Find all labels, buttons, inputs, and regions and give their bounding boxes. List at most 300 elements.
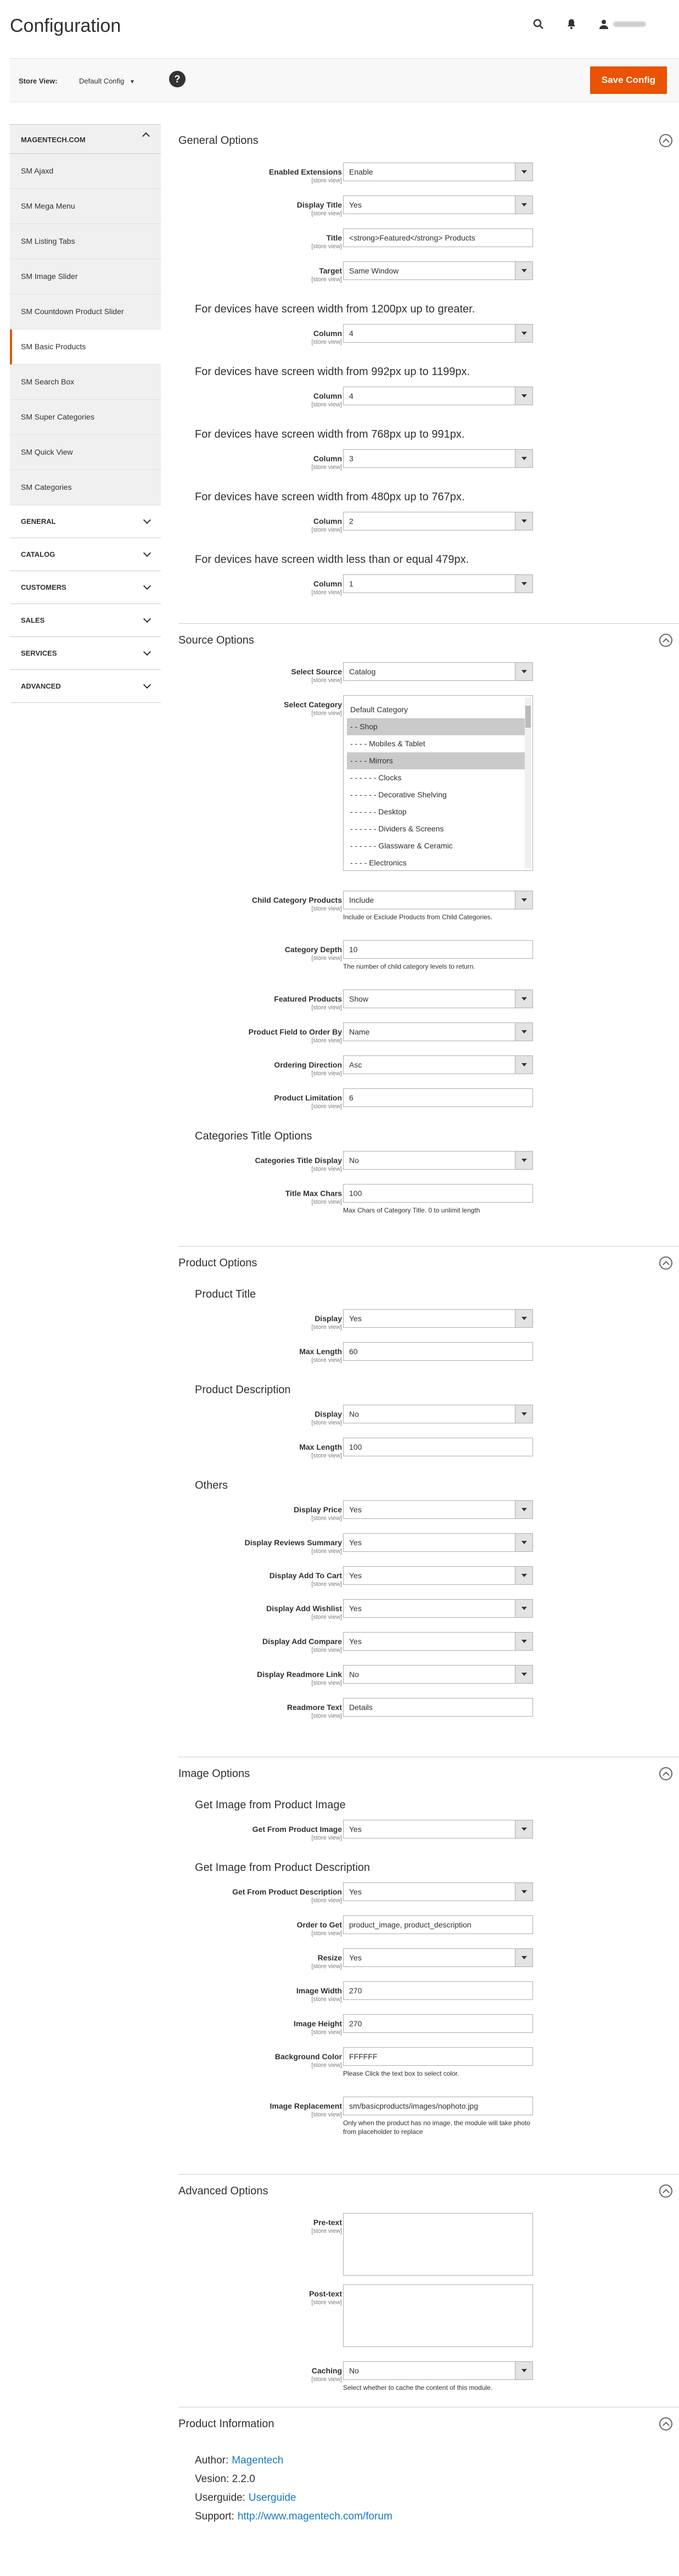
product-limit-input[interactable]: 6	[343, 1088, 533, 1107]
scope-label: [store view]	[311, 1420, 342, 1426]
chevron-down-icon	[143, 680, 151, 688]
product-options-section	[178, 1247, 679, 1757]
display-wishlist-select[interactable]	[343, 1599, 533, 1618]
dropdown-arrow-icon	[515, 1820, 532, 1838]
category-option[interactable]: - - - - - - Decorative Shelving	[350, 790, 447, 799]
background-color-input[interactable]: FFFFFF	[343, 2047, 533, 2066]
column-select[interactable]	[343, 324, 533, 343]
scope-label: [store view]	[311, 1166, 342, 1172]
image-replacement-input[interactable]: sm/basicproducts/images/nophoto.jpg	[343, 2097, 533, 2115]
store-view-value: Default Config	[79, 77, 125, 85]
category-option[interactable]: - - - - - - Dividers & Screens	[350, 824, 444, 833]
display-price-select[interactable]	[343, 1500, 533, 1519]
readmore-text-input[interactable]: Details	[343, 1698, 533, 1717]
field-label: Column	[313, 392, 342, 400]
scope-label: [store view]	[311, 1004, 342, 1011]
scope-label: [store view]	[311, 1070, 342, 1077]
field-note: Include or Exclude Products from Child Categories.	[343, 913, 493, 921]
order-by-select[interactable]	[343, 1022, 533, 1041]
section-title: General Options	[178, 134, 259, 147]
field-label: Display Price	[294, 1505, 342, 1514]
field-row	[178, 163, 679, 195]
collapse-icon[interactable]	[659, 134, 672, 147]
scope-label: [store view]	[311, 1199, 342, 1205]
scope-label: [store view]	[311, 955, 342, 962]
section-title: Advanced Options	[178, 2184, 268, 2197]
field-row	[178, 1948, 679, 1981]
scope-label: [store view]	[311, 2111, 342, 2118]
field-label: Column	[313, 579, 342, 588]
field-row	[178, 1665, 679, 1698]
field-row	[178, 1533, 679, 1566]
field-row	[178, 662, 679, 695]
dropdown-arrow-icon	[515, 1567, 532, 1584]
info-label: Support:	[195, 2511, 234, 2522]
source-options-section	[178, 624, 679, 1247]
field-label: Column	[313, 329, 342, 338]
sidebar-item-sm-mega-menu[interactable]: SM Mega Menu	[10, 189, 161, 224]
field-label: Display	[315, 1314, 342, 1323]
select-value: Catalog	[349, 667, 376, 676]
section-label: ADVANCED	[21, 682, 61, 690]
dropdown-arrow-icon	[515, 1633, 532, 1650]
field-label: Category Depth	[284, 945, 342, 954]
field-label: Display Add Compare	[262, 1637, 342, 1646]
section-label: CUSTOMERS	[21, 583, 66, 591]
dropdown-arrow-icon	[515, 163, 532, 181]
field-row	[178, 1184, 679, 1222]
field-note: Max Chars of Category Title. 0 to unlimit length	[343, 1206, 480, 1214]
cat-title-display-select[interactable]	[343, 1151, 533, 1170]
image-width-input[interactable]: 270	[343, 1981, 533, 2000]
field-label: Product Limitation	[274, 1093, 342, 1102]
store-view-switcher[interactable]	[79, 77, 135, 85]
dropdown-arrow-icon	[515, 1949, 532, 1966]
resize-select[interactable]	[343, 1948, 533, 1967]
category-option[interactable]: - - - - Electronics	[350, 858, 407, 867]
scope-label: [store view]	[311, 1930, 342, 1937]
dropdown-arrow-icon	[515, 663, 532, 680]
field-label: Order to Get	[296, 1920, 342, 1929]
field-row	[178, 1698, 679, 1731]
dropdown-arrow-icon	[515, 2362, 532, 2379]
product-information-header[interactable]	[178, 2407, 679, 2440]
scope-label: [store view]	[311, 710, 342, 717]
image-options-header[interactable]	[178, 1757, 679, 1790]
field-label: Display Add Wishlist	[266, 1604, 342, 1613]
field-row	[178, 324, 679, 357]
device-heading: For devices have screen width from 768px up to 991px.	[195, 428, 465, 440]
column-select[interactable]	[343, 387, 533, 405]
sidebar-item-sm-image-slider[interactable]: SM Image Slider	[10, 259, 161, 294]
dropdown-arrow-icon	[515, 1152, 532, 1169]
scope-label: [store view]	[311, 210, 342, 217]
sidebar-group-magentech[interactable]	[10, 124, 161, 154]
field-label: Ordering Direction	[274, 1060, 342, 1069]
section-label: SERVICES	[21, 649, 57, 657]
scope-label: [store view]	[311, 243, 342, 250]
field-label: Post-text	[309, 2289, 342, 2298]
user-name	[613, 21, 646, 27]
scope-label: [store view]	[311, 1680, 342, 1686]
section-label: CATALOG	[21, 550, 55, 558]
subsection-title: Get Image from Product Description	[195, 1861, 371, 1874]
field-row	[178, 2014, 679, 2047]
sidebar-section-general[interactable]	[10, 505, 161, 538]
sidebar-section-advanced[interactable]	[10, 670, 161, 703]
general-options-header[interactable]	[178, 124, 679, 157]
sidebar-section-sales[interactable]	[10, 604, 161, 637]
field-label: Featured Products	[274, 994, 342, 1003]
field-row	[178, 990, 679, 1022]
chevron-down-icon	[143, 582, 151, 589]
select-value: 1	[349, 579, 353, 588]
support-line	[178, 2507, 679, 2526]
version-line: Vesion: 2.2.0	[195, 2473, 255, 2485]
child-category-select[interactable]	[343, 891, 533, 909]
advanced-options-header[interactable]	[178, 2175, 679, 2208]
dropdown-arrow-icon	[515, 1666, 532, 1683]
field-label: Image Height	[294, 2019, 342, 2028]
category-depth-input[interactable]: 10	[343, 940, 533, 959]
select-value: 4	[349, 392, 353, 400]
section-title: Image Options	[178, 1767, 250, 1780]
enabled-select[interactable]	[343, 163, 533, 181]
select-value: Name	[349, 1027, 370, 1036]
scope-label: [store view]	[311, 2376, 342, 2383]
featured-products-select[interactable]	[343, 990, 533, 1008]
chevron-up-icon	[142, 132, 150, 140]
sidebar-item-sm-quick-view[interactable]: SM Quick View	[10, 435, 161, 470]
scrollbar-thumb[interactable]	[525, 706, 531, 728]
select-value: Asc	[349, 1060, 362, 1069]
subsection-title: Product Title	[195, 1288, 256, 1300]
select-value: Yes	[349, 1604, 362, 1613]
scope-label: [store view]	[311, 1324, 342, 1331]
sidebar-section-catalog[interactable]	[10, 538, 161, 571]
advanced-options-section	[178, 2175, 679, 2407]
select-value: Include	[349, 896, 374, 904]
config-sidebar	[10, 124, 161, 703]
sidebar-item-sm-search-box[interactable]: SM Search Box	[10, 365, 161, 400]
device-heading: For devices have screen width from 1200px up to greater.	[195, 303, 475, 315]
field-row	[178, 228, 679, 261]
collapse-icon[interactable]	[659, 634, 672, 647]
select-category-multiselect[interactable]	[343, 695, 533, 871]
field-row	[178, 1566, 679, 1599]
help-icon[interactable]: ?	[169, 71, 186, 87]
from-product-desc-select[interactable]	[343, 1882, 533, 1901]
field-note: Only when the product has no image, the module will take photo from placeholder to replace	[343, 2119, 530, 2136]
store-view-label: Store View:	[19, 77, 58, 85]
target-select[interactable]	[343, 261, 533, 280]
select-value: 3	[349, 454, 353, 463]
category-option[interactable]: - - - - - - Glassware & Ceramic	[350, 841, 453, 850]
pre-text-textarea[interactable]	[343, 2213, 533, 2276]
scope-label: [store view]	[311, 906, 342, 912]
subsection-title: Others	[195, 1479, 228, 1491]
sidebar-item-sm-ajaxd[interactable]: SM Ajaxd	[10, 154, 161, 189]
desc-display-select[interactable]	[343, 1405, 533, 1423]
device-heading: For devices have screen width from 992px up to 1199px.	[195, 365, 470, 378]
field-row	[178, 1915, 679, 1948]
scope-label: [store view]	[311, 527, 342, 533]
field-row	[178, 574, 679, 607]
select-value: No	[349, 1156, 359, 1165]
field-row	[178, 891, 679, 940]
select-value: No	[349, 1670, 359, 1679]
category-option[interactable]: - - - - Mirrors	[347, 752, 529, 769]
select-value: Enable	[349, 167, 373, 176]
select-source-select[interactable]	[343, 662, 533, 681]
caret-down-icon: ▼	[130, 79, 135, 85]
subsection-title: Get Image from Product Image	[195, 1798, 346, 1811]
general-options-section	[178, 124, 679, 624]
scope-label: [store view]	[311, 677, 342, 684]
save-config-button[interactable]: Save Config	[590, 66, 667, 94]
select-value: No	[349, 1410, 359, 1418]
caching-select[interactable]	[343, 2361, 533, 2380]
field-row	[178, 2213, 679, 2284]
select-value: Yes	[349, 1887, 362, 1896]
chevron-down-icon	[143, 614, 151, 622]
field-label: Max Length	[299, 1347, 342, 1356]
chevron-down-icon	[143, 647, 151, 655]
collapse-icon[interactable]	[659, 2184, 672, 2198]
from-product-image-select[interactable]	[343, 1820, 533, 1839]
field-label: Column	[313, 517, 342, 526]
select-value: Yes	[349, 1538, 362, 1547]
collapse-icon[interactable]	[659, 1256, 672, 1270]
field-label: Child Category Products	[251, 896, 342, 904]
sidebar-item-sm-listing-tabs[interactable]: SM Listing Tabs	[10, 224, 161, 259]
search-icon[interactable]	[533, 19, 544, 30]
field-row	[178, 1342, 679, 1375]
scope-label: [store view]	[311, 1963, 342, 1970]
section-title: Product Options	[178, 1256, 257, 1269]
bell-icon[interactable]	[566, 19, 577, 30]
order-to-get-input[interactable]: product_image, product_description	[343, 1915, 533, 1934]
select-value: 2	[349, 517, 353, 526]
author-line	[178, 2451, 679, 2470]
field-row	[178, 1309, 679, 1342]
sidebar-item-sm-categories[interactable]: SM Categories	[10, 470, 161, 505]
scope-label: [store view]	[311, 1452, 342, 1459]
scope-label: [store view]	[311, 1713, 342, 1719]
scope-label: [store view]	[311, 339, 342, 345]
section-label: GENERAL	[21, 517, 56, 526]
userguide-line	[178, 2489, 679, 2507]
image-height-input[interactable]: 270	[343, 2014, 533, 2033]
field-label: Column	[313, 454, 342, 463]
user-menu[interactable]	[599, 19, 646, 30]
select-value: Same Window	[349, 266, 399, 275]
field-row	[178, 387, 679, 420]
select-value: Yes	[349, 1505, 362, 1514]
product-options-header[interactable]	[178, 1247, 679, 1279]
field-note: The number of child category levels to return.	[343, 963, 475, 970]
dropdown-arrow-icon	[515, 1600, 532, 1617]
field-row	[178, 2097, 679, 2157]
scope-label: [store view]	[311, 1548, 342, 1555]
field-row	[178, 1500, 679, 1533]
chevron-down-icon	[143, 516, 151, 523]
dropdown-arrow-icon	[515, 262, 532, 280]
scope-label: [store view]	[311, 2062, 342, 2069]
sidebar-item-sm-countdown-slider[interactable]: SM Countdown Product Slider	[10, 294, 161, 329]
select-value: 4	[349, 329, 353, 338]
select-value: Yes	[349, 1314, 362, 1323]
column-select[interactable]	[343, 574, 533, 593]
field-row	[178, 1438, 679, 1471]
select-value: Yes	[349, 1571, 362, 1580]
field-row	[178, 1405, 679, 1438]
dropdown-arrow-icon	[515, 325, 532, 342]
dropdown-arrow-icon	[515, 387, 532, 405]
scope-label: [store view]	[311, 1835, 342, 1841]
scope-label: [store view]	[311, 2299, 342, 2306]
support-link[interactable]: http://www.magentech.com/forum	[237, 2511, 392, 2522]
title-display-select[interactable]	[343, 1309, 533, 1328]
field-label: Caching	[311, 2366, 342, 2375]
category-option[interactable]: - - - - Mobiles & Tablet	[350, 739, 425, 748]
field-label: Product Field to Order By	[248, 1027, 342, 1036]
field-label: Resize	[317, 1953, 342, 1962]
scope-label: [store view]	[311, 1357, 342, 1364]
field-label: Display Readmore Link	[257, 1670, 342, 1679]
display-add-to-cart-select[interactable]	[343, 1566, 533, 1585]
field-label: Display Reviews Summary	[244, 1538, 342, 1547]
scope-label: [store view]	[311, 1103, 342, 1110]
display-reviews-select[interactable]	[343, 1533, 533, 1552]
image-options-section	[178, 1757, 679, 2175]
info-label: Author:	[195, 2455, 229, 2466]
sidebar-section-customers[interactable]	[10, 571, 161, 604]
field-label: Title	[326, 233, 342, 242]
field-row	[178, 1151, 679, 1184]
field-label: Select Source	[291, 667, 342, 676]
page-header	[0, 0, 679, 53]
sidebar-item-sm-basic-products[interactable]: SM Basic Products	[10, 329, 161, 365]
column-select[interactable]	[343, 512, 533, 530]
category-option[interactable]: - - - - - - Desktop	[350, 807, 407, 816]
field-row	[178, 695, 679, 891]
select-value: Yes	[349, 200, 362, 209]
field-row	[178, 2284, 679, 2361]
sidebar-item-sm-super-categories[interactable]: SM Super Categories	[10, 400, 161, 435]
select-value: Yes	[349, 1825, 362, 1834]
field-label: Get From Product Description	[232, 1887, 342, 1896]
scope-label: [store view]	[311, 401, 342, 408]
scope-label: [store view]	[311, 2228, 342, 2234]
field-row	[178, 1022, 679, 1055]
field-row	[178, 940, 679, 990]
product-information-section	[178, 2407, 679, 2528]
desc-max-length-input[interactable]: 100	[343, 1438, 533, 1456]
field-row	[178, 2361, 679, 2405]
post-text-textarea[interactable]	[343, 2284, 533, 2347]
title-max-chars-input[interactable]: 100	[343, 1184, 533, 1203]
field-label: Background Color	[274, 2052, 342, 2061]
field-row	[178, 449, 679, 482]
title-input[interactable]: <strong>Featured</strong> Products	[343, 228, 533, 247]
category-option[interactable]: Default Category	[350, 705, 408, 714]
source-options-header[interactable]	[178, 624, 679, 657]
field-label: Title Max Chars	[285, 1189, 342, 1198]
dropdown-arrow-icon	[515, 1056, 532, 1074]
userguide-link[interactable]: Userguide	[248, 2492, 296, 2504]
field-row	[178, 2047, 679, 2097]
field-row	[178, 1088, 679, 1121]
field-label: Readmore Text	[287, 1703, 342, 1712]
info-label: Userguide:	[195, 2492, 245, 2504]
subsection-title: Product Description	[195, 1383, 291, 1396]
dropdown-arrow-icon	[515, 1310, 532, 1327]
dropdown-arrow-icon	[515, 1501, 532, 1518]
scope-label: [store view]	[311, 589, 342, 596]
dropdown-arrow-icon	[515, 196, 532, 214]
dropdown-arrow-icon	[515, 1534, 532, 1551]
collapse-icon[interactable]	[659, 1767, 672, 1780]
field-note: Select whether to cache the content of this module.	[343, 2384, 493, 2391]
column-select[interactable]	[343, 449, 533, 468]
ordering-direction-select[interactable]	[343, 1055, 533, 1074]
field-label: Image Width	[296, 1986, 342, 1995]
scope-label: [store view]	[311, 177, 342, 184]
field-row	[178, 1599, 679, 1632]
dropdown-arrow-icon	[515, 575, 532, 593]
select-value: Yes	[349, 1953, 362, 1962]
field-note: Please Click the text box to select color.	[343, 2070, 459, 2077]
config-main	[178, 124, 679, 2528]
scope-label: [store view]	[311, 276, 342, 283]
sidebar-section-services[interactable]	[10, 637, 161, 670]
field-row	[178, 1055, 679, 1088]
dropdown-arrow-icon	[515, 1405, 532, 1423]
field-label: Max Length	[299, 1443, 342, 1451]
dropdown-arrow-icon	[515, 512, 532, 530]
chevron-down-icon	[143, 549, 151, 556]
author-link[interactable]: Magentech	[232, 2455, 284, 2466]
field-label: Categories Title Display	[255, 1156, 342, 1165]
scope-label: [store view]	[311, 1037, 342, 1044]
field-row	[178, 195, 679, 228]
device-heading: For devices have screen width less than or equal 479px.	[195, 553, 469, 566]
section-title: Source Options	[178, 634, 254, 646]
category-option[interactable]: - - Shop	[347, 718, 529, 735]
section-label: SALES	[21, 616, 45, 624]
field-label: Image Replacement	[270, 2102, 342, 2110]
field-row	[178, 261, 679, 294]
title-max-length-input[interactable]: 60	[343, 1342, 533, 1361]
field-label: Get From Product Image	[252, 1825, 342, 1834]
device-heading: For devices have screen width from 480px up to 767px.	[195, 490, 465, 503]
field-label: Display Add To Cart	[269, 1571, 342, 1580]
display-title-select[interactable]	[343, 195, 533, 214]
dropdown-arrow-icon	[515, 450, 532, 467]
field-row	[178, 1820, 679, 1853]
display-compare-select[interactable]	[343, 1632, 533, 1651]
field-row	[178, 1632, 679, 1665]
field-label: Display	[315, 1410, 342, 1418]
field-label: Pre-text	[313, 2218, 342, 2227]
category-option[interactable]: - - - - - - Clocks	[350, 773, 402, 782]
field-row	[178, 1981, 679, 2014]
display-readmore-select[interactable]	[343, 1665, 533, 1684]
field-row	[178, 1882, 679, 1915]
scope-label: [store view]	[311, 1897, 342, 1904]
collapse-icon[interactable]	[659, 2417, 672, 2430]
